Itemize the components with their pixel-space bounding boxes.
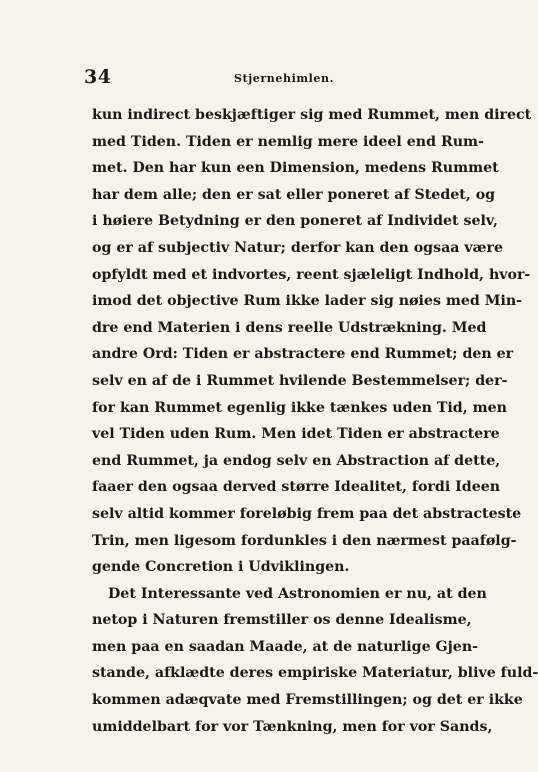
text-line: end Rummet, ja endog selv en Abstraction af dette, [92,452,501,469]
text-line: kommen adæqvate med Fremstillingen; og det er ikke [92,692,523,709]
text-line: imod det objective Rum ikke lader sig nøies med Min- [92,293,523,310]
text-line: netop i Naturen fremstiller os denne Idealisme, [92,612,472,629]
text-line: for kan Rummet egenlig ikke tænkes uden Tid, men [92,399,507,416]
running-title: Stjernehimlen. [234,72,335,85]
text-line: Det Interessante ved Astronomien er nu, at den [108,585,487,602]
page-header [84,66,464,92]
text-line: opfyldt med et indvortes, reent sjæleligt Indhold, hvor- [92,266,531,283]
text-line: kun indirect beskjæftiger sig med Rummet, men direct [92,107,532,123]
body-text [92,102,538,740]
text-line: dre end Materien i dens reelle Udstrækning. Med [92,319,487,336]
text-line: selv altid kommer foreløbig frem paa det abstracteste [92,505,522,522]
text-line: andre Ord: Tiden er abstractere end Rummet; den er [92,346,514,363]
text-line: faaer den ogsaa derved større Idealitet, fordi Ideen [92,479,501,496]
text-line: stande, afklædte deres empiriske Materiatur, blive fuld- [92,665,538,682]
text-line: gende Concretion i Udviklingen. [92,559,350,576]
text-line: met. Den har kun een Dimension, medens Rummet [92,160,499,177]
text-line: men paa en saadan Maade, at de naturlige Gjen- [92,638,479,655]
page-number: 34 [84,66,112,88]
text-line: i høiere Betydning er den poneret af Individet selv, [92,213,498,230]
text-line: umiddelbart for vor Tænkning, men for vor Sands, [92,718,493,735]
text-line: vel Tiden uden Rum. Men idet Tiden er abstractere [92,426,500,443]
text-line: selv en af de i Rummet hvilende Bestemmelser; der- [92,372,508,389]
text-line: og er af subjectiv Natur; derfor kan den ogsaa være [92,239,503,256]
text-line: Trin, men ligesom fordunkles i den nærmest paafølg- [92,532,517,549]
text-line: med Tiden. Tiden er nemlig mere ideel end Rum- [92,133,484,150]
text-line: har dem alle; den er sat eller poneret af Stedet, og [92,186,496,203]
